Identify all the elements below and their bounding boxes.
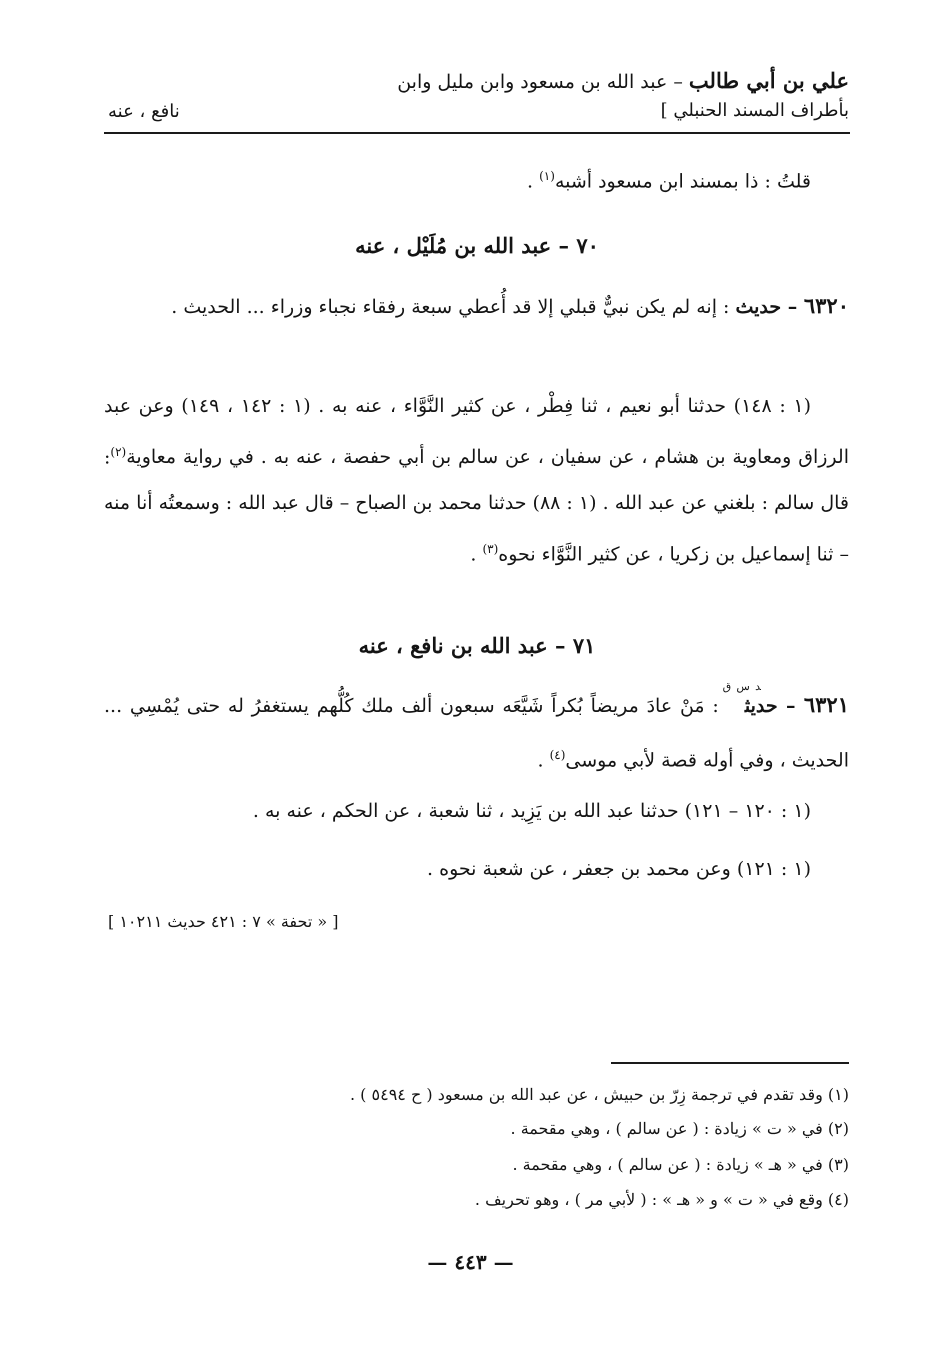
hadith-text: : مَنْ عادَ مريضاً بُكراً شَيَّعَه سبعون ألف ملك كُلُّهم يستغفرُ له حتى يُمْسِي ... الحديث ، وفي أوله قصة لأبي موسى — [104, 695, 849, 772]
header-continuation: نافع ، عنه — [108, 101, 180, 122]
hadith-6320 — [104, 283, 849, 330]
hadith-text: : إنه لم يكن نبيٌّ قبلي إلا قد أُعطي سبعة رفقاء نجباء وزراء ... الحديث . — [171, 296, 736, 318]
header-book-name: بأطراف المسند الحنبلي ] — [660, 100, 849, 121]
hadith-keyword: – حديث — [735, 296, 804, 318]
footnote-rule — [611, 1062, 849, 1064]
isnad-line-1: (١ : ١٢٠ – ١٢١) حدثنا عبد الله بن يَزِيد ، ثنا شعبة ، عن الحكم ، عنه به . — [252, 800, 811, 822]
running-header — [329, 66, 849, 125]
footnote-1: (١) وقد تقدم في ترجمة زِرّ بن حبيش ، عن عبد الله بن مسعود ( ح ٥٤٩٤ ) . — [350, 1085, 849, 1104]
hadith-number: ٦٣٢١ — [803, 692, 849, 717]
footnote-ref-1: (١) — [539, 169, 555, 183]
section-heading-71: ٧١ – عبد الله بن نافع ، عنه — [358, 633, 596, 658]
footnote-2: (٢) في « ت » زيادة : ( عن سالم ) ، وهي مقحمة . — [510, 1119, 849, 1138]
note-end: . — [527, 170, 540, 193]
isnad-paragraph — [104, 383, 849, 578]
hadith-6321 — [104, 682, 849, 783]
footnote-ref-4: (٤) — [549, 748, 566, 762]
footnote-3: (٣) في « هـ » زيادة : ( عن سالم ) ، وهي مقحمة . — [512, 1155, 849, 1174]
hadith-number: ٦٣٢٠ — [803, 293, 849, 318]
tuhfa-reference: [ « تحفة » ٧ : ٤٢١ حديث ١٠٢١١ ] — [108, 912, 339, 931]
isnad-line-2: (١ : ١٢١) وعن محمد بن جعفر ، عن شعبة نحوه . — [427, 858, 811, 880]
sigla-annotation: د س ق — [722, 680, 761, 693]
hadith-keyword: – حديث — [744, 695, 804, 717]
isnad-text-a: (١ : ١٤٨) حدثنا أبو نعيم ، ثنا فِطْر ، عن كثير النَّوَّاء ، عنه به . (١ : ١٤٢ ، ١٤٩) وعن عبد الرزاق ومعاوية بن هشام ، عن سفيان ، عن سالم بن أبي حفصة ، عنه به . في رواية معاوية — [104, 395, 849, 469]
footnote-ref-3: (٣) — [482, 542, 499, 557]
header-rule — [104, 132, 850, 134]
running-header-title — [329, 66, 849, 97]
header-title-bold: علي بن أبي طالب — [688, 68, 849, 93]
header-title-rest: – عبد الله بن مسعود وابن مليل وابن — [397, 71, 689, 93]
hadith-end: . — [537, 749, 550, 772]
page-number: — ٤٤٣ — — [427, 1250, 514, 1274]
isnad-text-b: : قال سالم : بلغني عن عبد الله . (١ : ٨٨) حدثنا محمد بن الصباح – قال عبد الله : وسمعتُه أنا منه – ثنا إسماعيل بن زكريا ، عن كثير النَّوَّاء نحوه — [104, 446, 849, 566]
isnad-end: . — [470, 543, 483, 566]
section-heading-70: ٧٠ – عبد الله بن مُلَيْل ، عنه — [355, 233, 599, 258]
footnote-4: (٤) وقع في « ت » و « هـ » : ( لأبي مر ) ، وهو تحريف . — [474, 1190, 849, 1209]
note-text: قلتُ : ذا بمسند ابن مسعود أشبه — [554, 170, 811, 193]
footnote-ref-2: (٢) — [110, 445, 127, 459]
note-paragraph — [104, 158, 849, 199]
